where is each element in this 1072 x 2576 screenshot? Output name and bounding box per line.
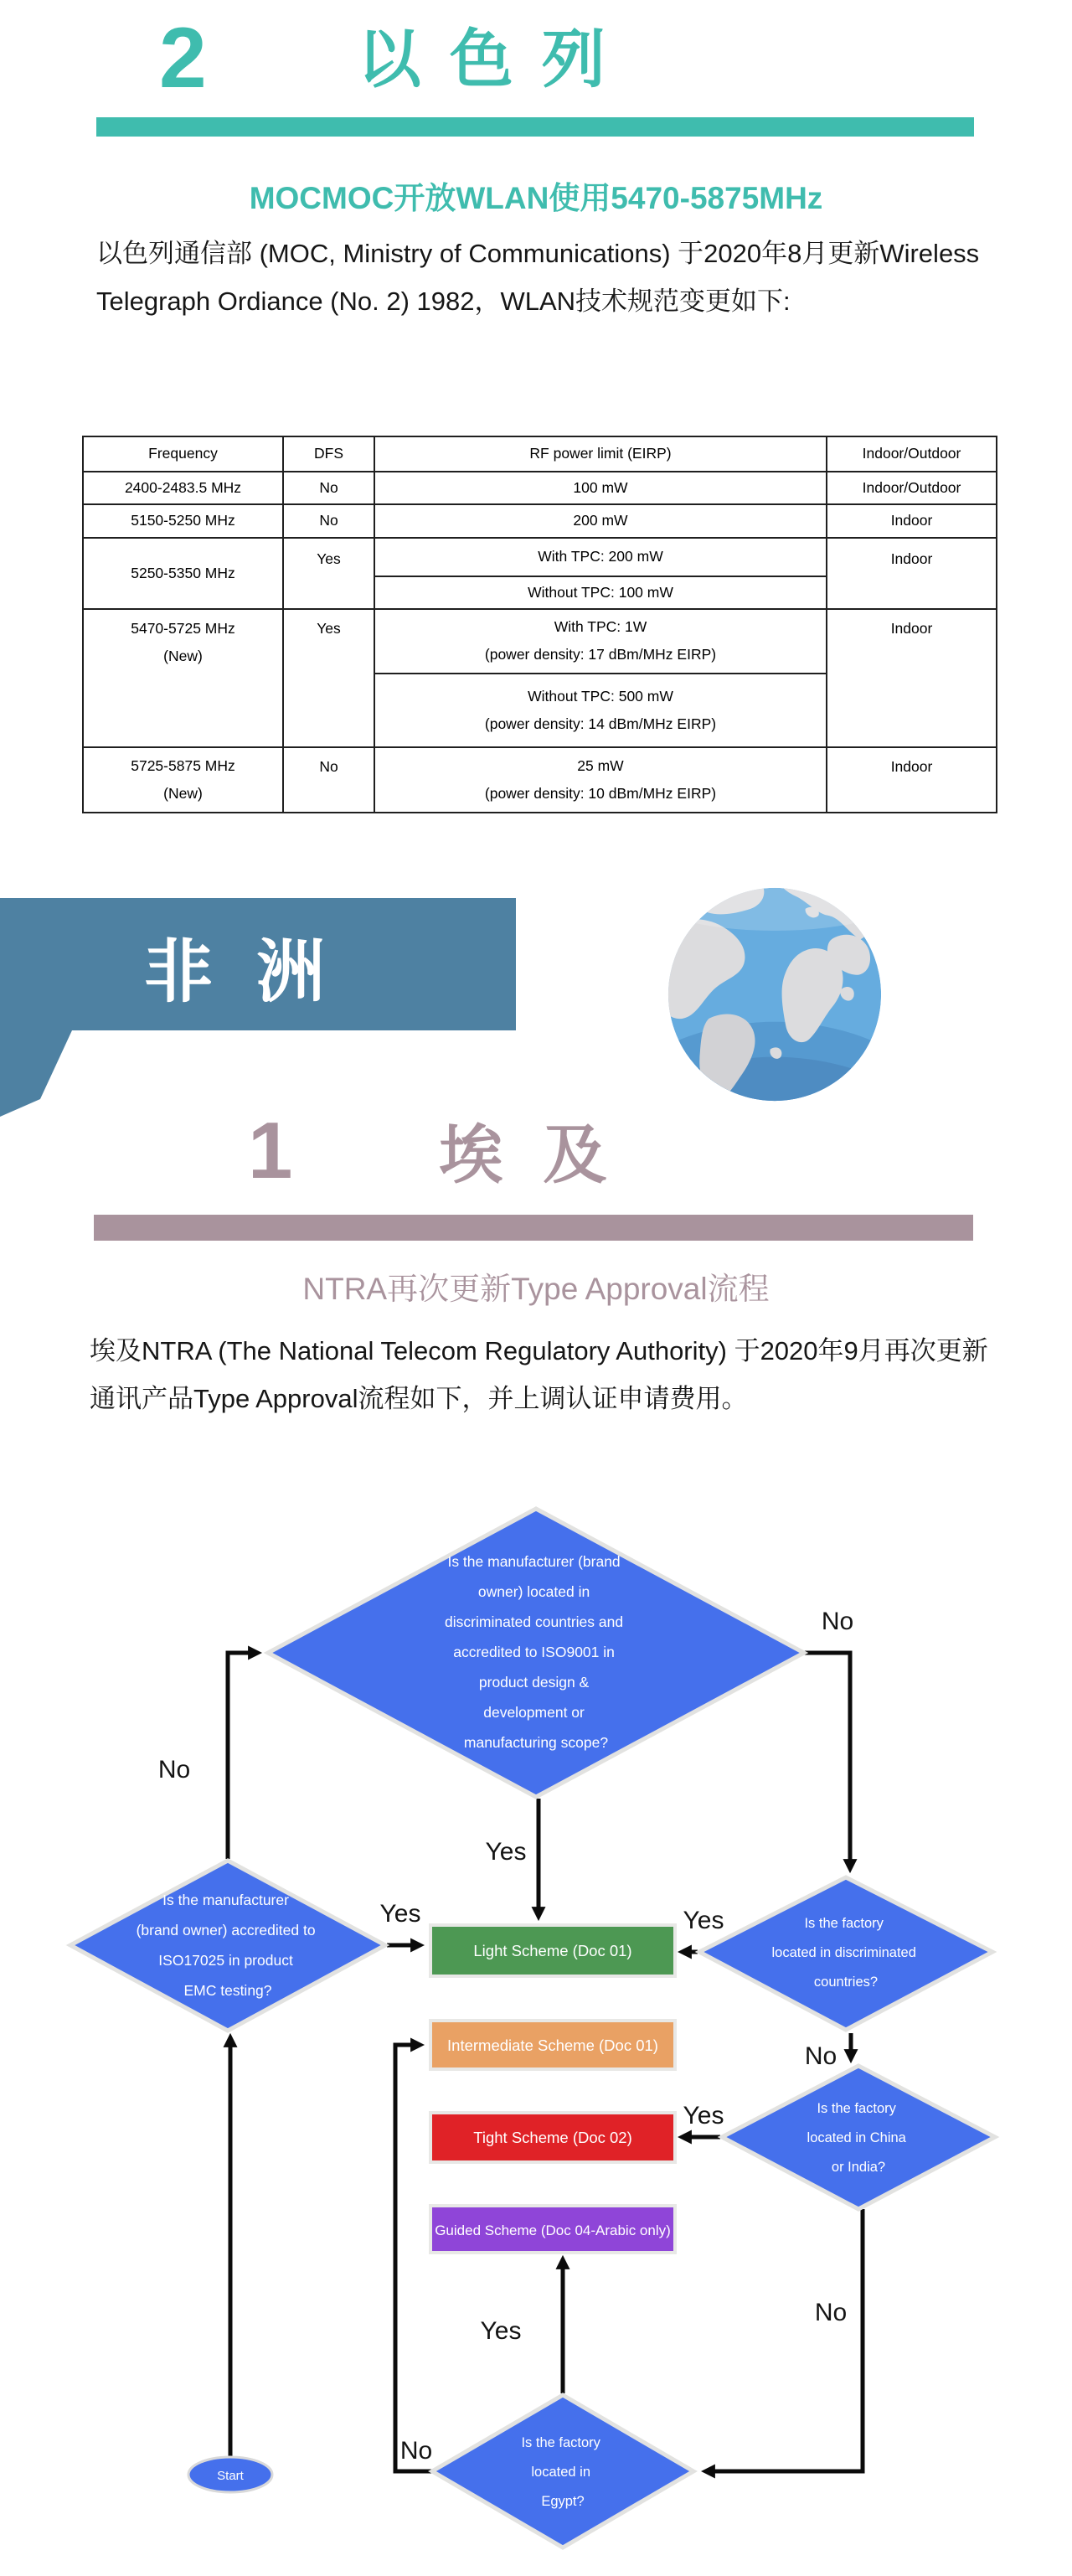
israel-paragraph: 以色列通信部 (MOC, Ministry of Communications) 于2020年8月更新Wireless Telegraph Ordiance (No. 2) 1982，WLAN技术规范变更如下: <box>96 239 980 316</box>
diamond-factory-china-india-text: Is the factory located in China or India? <box>807 2101 906 2175</box>
israel-subtitle: MOCMOC开放WLAN使用5470-5875MHz <box>249 181 823 215</box>
header-dfs: DFS <box>283 436 374 472</box>
table-cell-line: (New) <box>163 784 203 802</box>
table-cell-line: 5470-5725 MHz <box>131 619 235 637</box>
table-row <box>83 747 997 813</box>
flow-label-yes: Yes <box>683 1907 724 1934</box>
table-cell: 5250-5350 MHz <box>83 538 283 609</box>
box-light-scheme-label: Light Scheme (Doc 01) <box>473 1942 632 1959</box>
table-cell <box>374 674 827 747</box>
table-cell-line: (power density: 10 dBm/MHz EIRP) <box>484 784 717 802</box>
table-cell: Indoor <box>827 504 997 537</box>
table-cell: 200 mW <box>374 504 827 537</box>
table-cell-line: 25 mW <box>577 756 624 774</box>
table-cell: Indoor <box>827 609 997 747</box>
table-cell: No <box>283 504 374 537</box>
box-intermediate-scheme-label: Intermediate Scheme (Doc 01) <box>447 2037 658 2054</box>
table-cell: No <box>283 747 374 813</box>
israel-section-number: 2 <box>159 10 207 106</box>
globe-icon <box>665 885 884 1104</box>
flow-label-no: No <box>814 2299 848 2326</box>
table-header-row <box>83 436 997 472</box>
diamond-factory-discriminated-text: Is the factory located in discriminated countries? <box>771 1916 916 1990</box>
table-cell: Indoor/Outdoor <box>827 472 997 504</box>
header-indoor-outdoor: Indoor/Outdoor <box>827 436 997 472</box>
table-cell-line: 5725-5875 MHz <box>131 756 235 774</box>
arrow-iso17025-no-to-iso9001 <box>228 1653 258 1859</box>
arrow-egypt-no-to-intermediate <box>395 2045 432 2471</box>
table-cell <box>374 747 827 813</box>
egypt-subtitle: NTRA再次更新Type Approval流程 <box>302 1272 770 1306</box>
diamond-manufacturer-iso17025-text: Is the manufacturer (brand owner) accredited to ISO17025 in product EMC testing? <box>136 1892 316 1999</box>
table-cell <box>374 609 827 674</box>
israel-section-title: 以色列 <box>357 24 634 96</box>
flow-label-yes: Yes <box>485 1838 527 1866</box>
flow-label-no: No <box>804 2042 838 2070</box>
table-cell-line: (power density: 14 dBm/MHz EIRP) <box>484 715 717 732</box>
table-row <box>83 472 997 504</box>
table-cell: With TPC: 200 mW <box>374 538 827 576</box>
table-cell-line: (power density: 17 dBm/MHz EIRP) <box>484 646 717 663</box>
flow-label-no: No <box>157 1756 191 1784</box>
table-cell: Indoor <box>827 747 997 813</box>
table-row <box>83 504 997 537</box>
table-cell <box>83 747 283 813</box>
table-cell: Without TPC: 100 mW <box>374 576 827 609</box>
flow-label-yes: Yes <box>379 1900 421 1928</box>
box-guided-scheme-label: Guided Scheme (Doc 04-Arabic only) <box>435 2222 671 2238</box>
egypt-section-title: 埃及 <box>439 1120 647 1191</box>
table-cell-line: With TPC: 1W <box>554 618 647 635</box>
flow-label-no: No <box>399 2437 433 2465</box>
table-cell-line: (New) <box>163 648 203 664</box>
start-node-label: Start <box>217 2469 244 2483</box>
table-cell: 100 mW <box>374 472 827 504</box>
table-cell: Yes <box>283 609 374 747</box>
arrow-chinaindia-no-to-egypt <box>705 2209 863 2471</box>
arrow-iso9001-no-to-discriminated <box>802 1653 850 1869</box>
table-cell-line: Without TPC: 500 mW <box>528 687 673 705</box>
wlan-spec-table <box>82 436 997 813</box>
israel-accent-bar <box>96 117 974 137</box>
flow-label-no: No <box>821 1608 854 1635</box>
israel-section-heading <box>159 10 634 106</box>
table-cell: No <box>283 472 374 504</box>
flow-label-yes: Yes <box>480 2317 522 2345</box>
africa-banner-title: 非洲 <box>143 934 368 1010</box>
table-cell <box>83 609 283 747</box>
egypt-section-heading <box>248 1106 647 1195</box>
table-row <box>83 609 997 674</box>
table-cell: 2400-2483.5 MHz <box>83 472 283 504</box>
table-cell: Yes <box>283 538 374 609</box>
header-rf-power: RF power limit (EIRP) <box>374 436 827 472</box>
diamond-manufacturer-iso17025 <box>70 1861 385 2031</box>
box-tight-scheme-label: Tight Scheme (Doc 02) <box>473 2129 632 2146</box>
egypt-accent-bar <box>94 1215 973 1241</box>
table-cell: 5150-5250 MHz <box>83 504 283 537</box>
table-row <box>83 538 997 576</box>
egypt-paragraph: 埃及NTRA (The National Telecom Regulatory Authority) 于2020年9月再次更新通讯产品Type Approval流程如下，并上调认证申请费用。 <box>90 1336 988 1413</box>
type-approval-flowchart <box>0 1491 1072 2576</box>
flow-label-yes: Yes <box>683 2102 724 2129</box>
egypt-section-number: 1 <box>248 1106 293 1195</box>
diamond-manufacturer-iso9001-text: Is the manufacturer (brand owner) located in discriminated countries and accredited to ISO9001 in product design & development or manufacturing scope? <box>445 1553 624 1751</box>
table-cell: Indoor <box>827 538 997 609</box>
diamond-factory-egypt-text: Is the factory located in Egypt? <box>521 2435 600 2509</box>
header-frequency: Frequency <box>83 436 283 472</box>
